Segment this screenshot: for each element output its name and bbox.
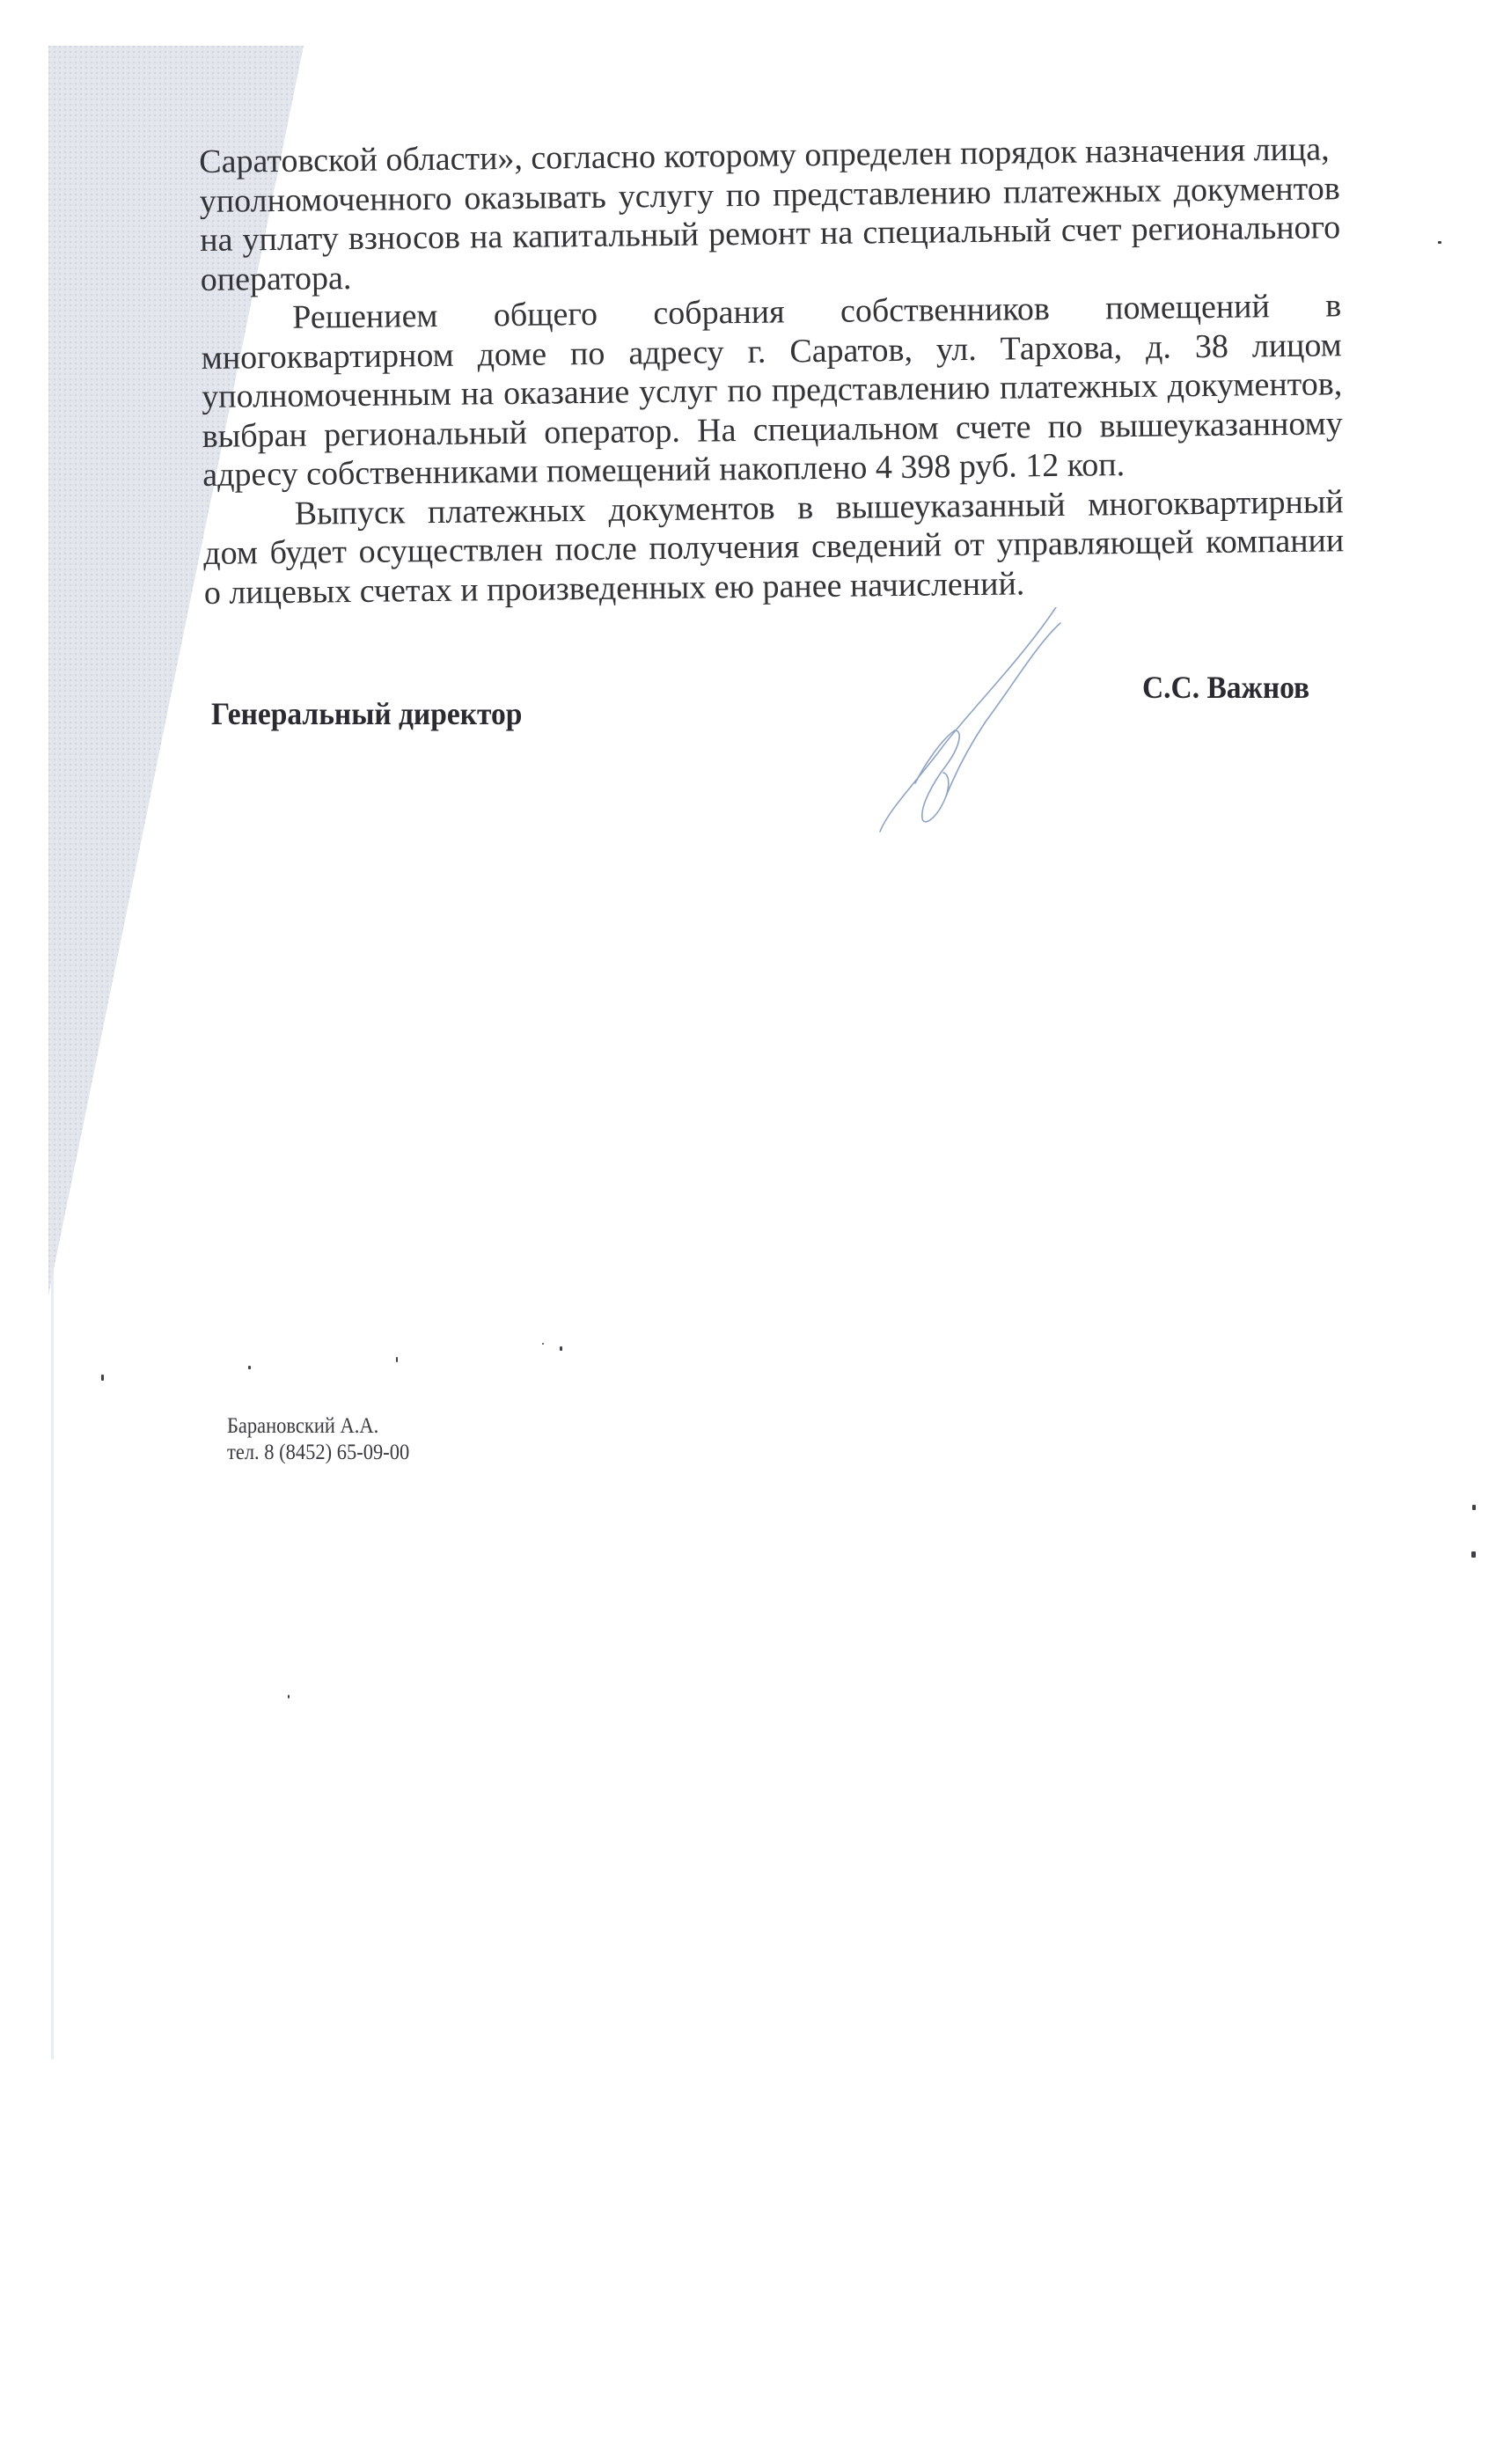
handwritten-signature — [792, 607, 1091, 836]
contact-block — [227, 1413, 409, 1466]
body-line: уполномоченного оказывать услугу по представлению платежных документов — [199, 169, 1340, 220]
scan-speck — [1471, 1551, 1476, 1558]
body-line: Решением общего собрания собственников помещений в — [292, 287, 1342, 336]
scan-speck — [542, 1343, 544, 1345]
contact-name: Барановский А.А. — [227, 1414, 379, 1438]
body-line: многоквартирном доме по адресу г. Саратов, ул. Тархова, д. 38 лицом — [201, 326, 1342, 377]
body-line: адресу собственниками помещений накоплено 4 398 руб. 12 коп. — [202, 446, 1126, 494]
contact-phone: тел. 8 (8452) 65-09-00 — [227, 1441, 410, 1464]
body-line: Выпуск платежных документов в вышеуказанный многоквартирный — [294, 482, 1344, 532]
scan-speck — [101, 1375, 104, 1381]
scan-speck — [1472, 1505, 1476, 1510]
body-line: о лицевых счетах и произведенных ею ранее начислений. — [203, 564, 1025, 612]
scan-speck — [396, 1357, 398, 1362]
body-line: дом будет осуществлен после получения сведений от управляющей компании — [203, 522, 1345, 572]
body-line: уполномоченным на оказание услуг по представлению платежных документов, — [202, 365, 1343, 415]
scan-speck — [248, 1366, 251, 1369]
scan-speck — [288, 1695, 290, 1698]
scan-speck — [1438, 241, 1441, 244]
body-line: выбран региональный оператор. На специальном счете по вышеуказанному — [202, 404, 1343, 455]
signatory-name: С.С. Важнов — [1142, 670, 1310, 705]
body-line: Саратовской области», согласно которому определен порядок назначения лица, — [199, 130, 1330, 180]
body-line: на уплату взносов на капитальный ремонт на специальный счет регионального — [200, 209, 1341, 259]
body-line: оператора. — [200, 259, 352, 298]
letter-body — [199, 129, 1345, 612]
scan-speck — [560, 1346, 562, 1351]
signatory-title: Генеральный директор — [211, 696, 523, 731]
